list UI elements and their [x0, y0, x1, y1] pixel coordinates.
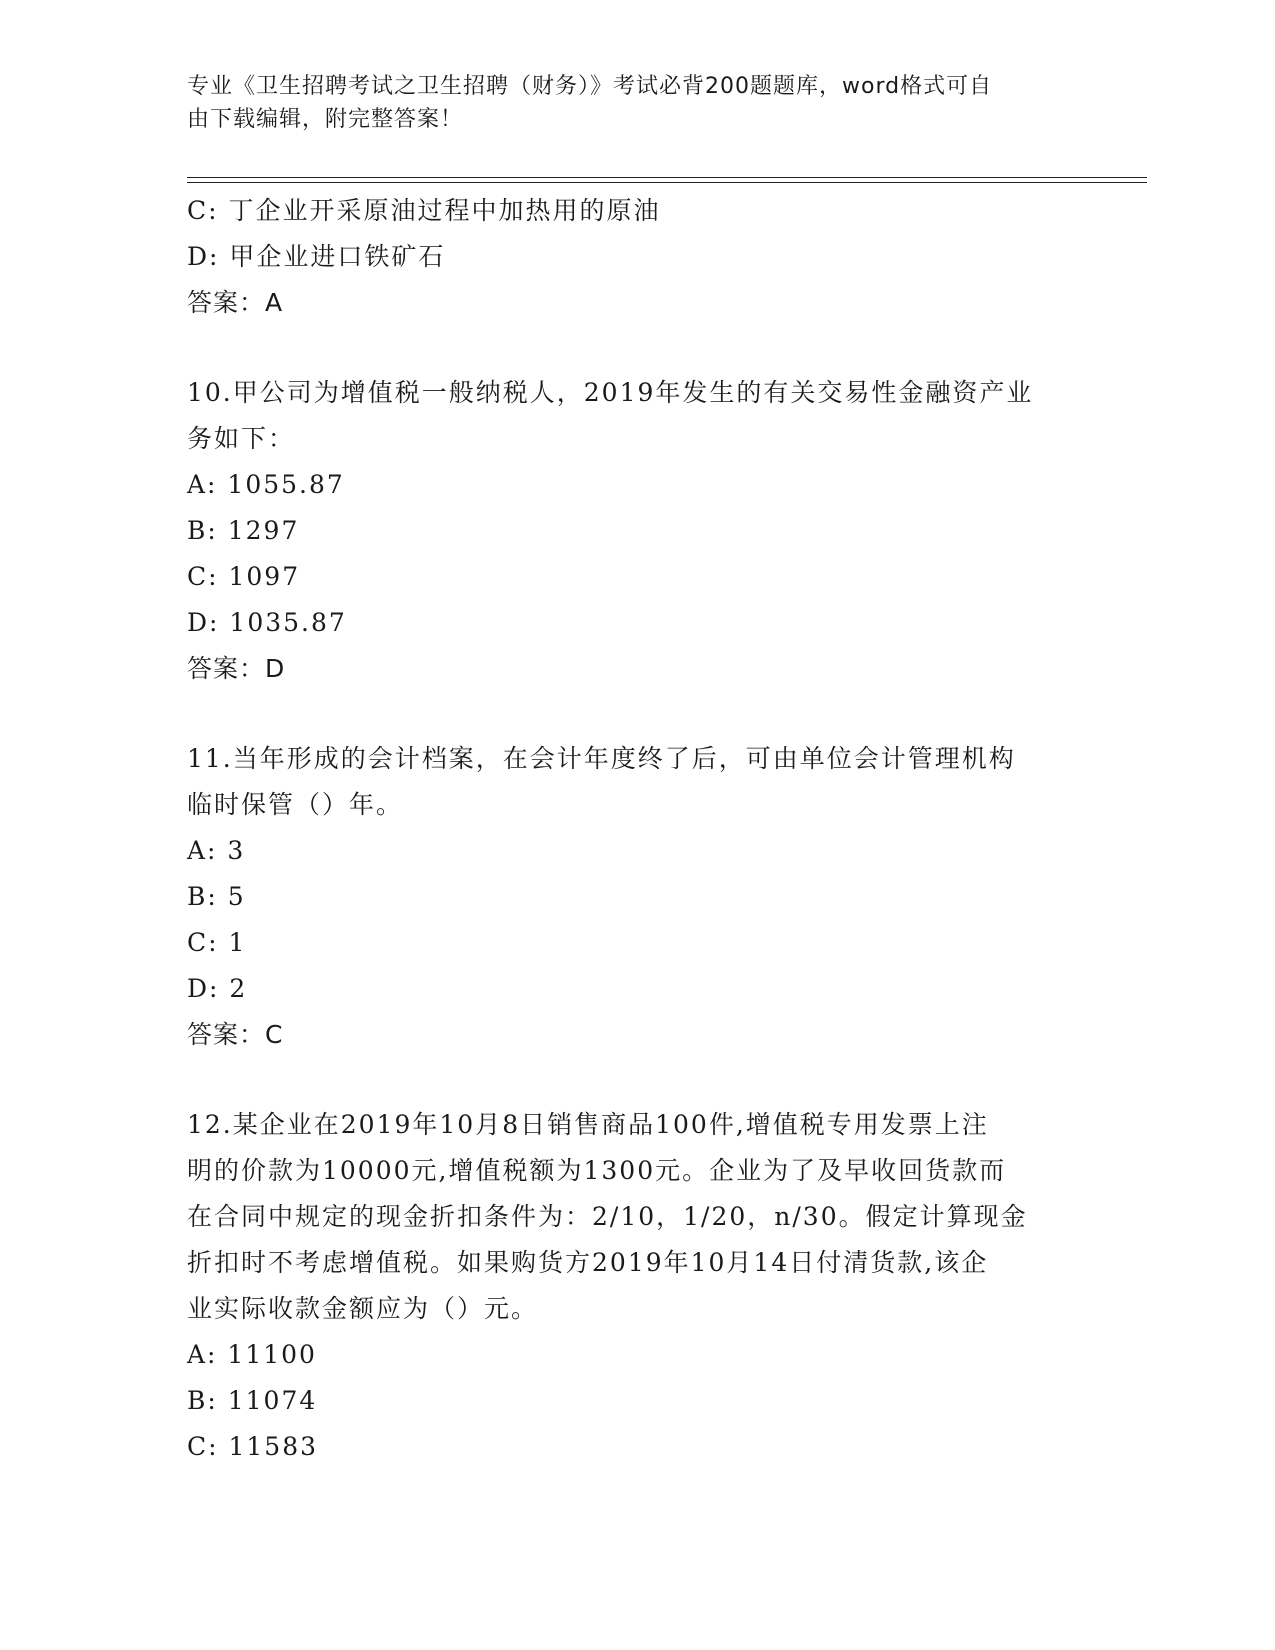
question-11: [187, 736, 1087, 1058]
header-line-1: 专业《卫生招聘考试之卫生招聘（财务）》考试必背200题题库，word格式可自: [187, 74, 993, 99]
option-a: A: 11100: [187, 1340, 317, 1369]
option-c: C: 丁企业开采原油过程中加热用的原油: [187, 196, 661, 225]
question-text-line: 临时保管（）年。: [187, 790, 404, 819]
spacer: [187, 326, 1087, 370]
option-c: C: 1: [187, 928, 247, 957]
answer-line: 答案：A: [187, 288, 284, 317]
question-text-line: 折扣时不考虑增值税。如果购货方2019年10月14日付清货款,该企: [187, 1248, 989, 1277]
spacer: [187, 1058, 1087, 1102]
header-line-2: 由下载编辑，附完整答案！: [187, 107, 464, 132]
option-b: B: 1297: [187, 516, 300, 545]
question-text-line: 12.某企业在2019年10月8日销售商品100件,增值税专用发票上注: [187, 1110, 989, 1139]
option-d: D: 甲企业进口铁矿石: [187, 242, 446, 271]
option-a: A: 3: [187, 836, 246, 865]
question-12: [187, 1102, 1087, 1470]
header-divider-bottom: [187, 182, 1147, 183]
spacer: [187, 692, 1087, 736]
answer-line: 答案：D: [187, 654, 286, 683]
answer-line: 答案：C: [187, 1020, 284, 1049]
option-a: A: 1055.87: [187, 470, 345, 499]
question-text-line: 务如下：: [187, 424, 296, 453]
document-header: [187, 70, 1067, 136]
question-text-line: 业实际收款金额应为（）元。: [187, 1294, 539, 1323]
option-c: C: 11583: [187, 1432, 319, 1461]
option-d: D: 2: [187, 974, 248, 1003]
question-9-tail: [187, 188, 1087, 326]
question-text-line: 明的价款为10000元,增值税额为1300元。企业为了及早收回货款而: [187, 1156, 1007, 1185]
option-b: B: 11074: [187, 1386, 318, 1415]
question-text-line: 在合同中规定的现金折扣条件为：2/10，1/20，n/30。假定计算现金: [187, 1202, 1028, 1231]
document-body: [187, 188, 1087, 1470]
question-text-line: 10.甲公司为增值税一般纳税人，2019年发生的有关交易性金融资产业: [187, 378, 1034, 407]
question-text-line: 11.当年形成的会计档案，在会计年度终了后，可由单位会计管理机构: [187, 744, 1016, 773]
option-c: C: 1097: [187, 562, 301, 591]
header-divider-top: [187, 177, 1147, 178]
question-10: [187, 370, 1087, 692]
option-b: B: 5: [187, 882, 246, 911]
option-d: D: 1035.87: [187, 608, 347, 637]
